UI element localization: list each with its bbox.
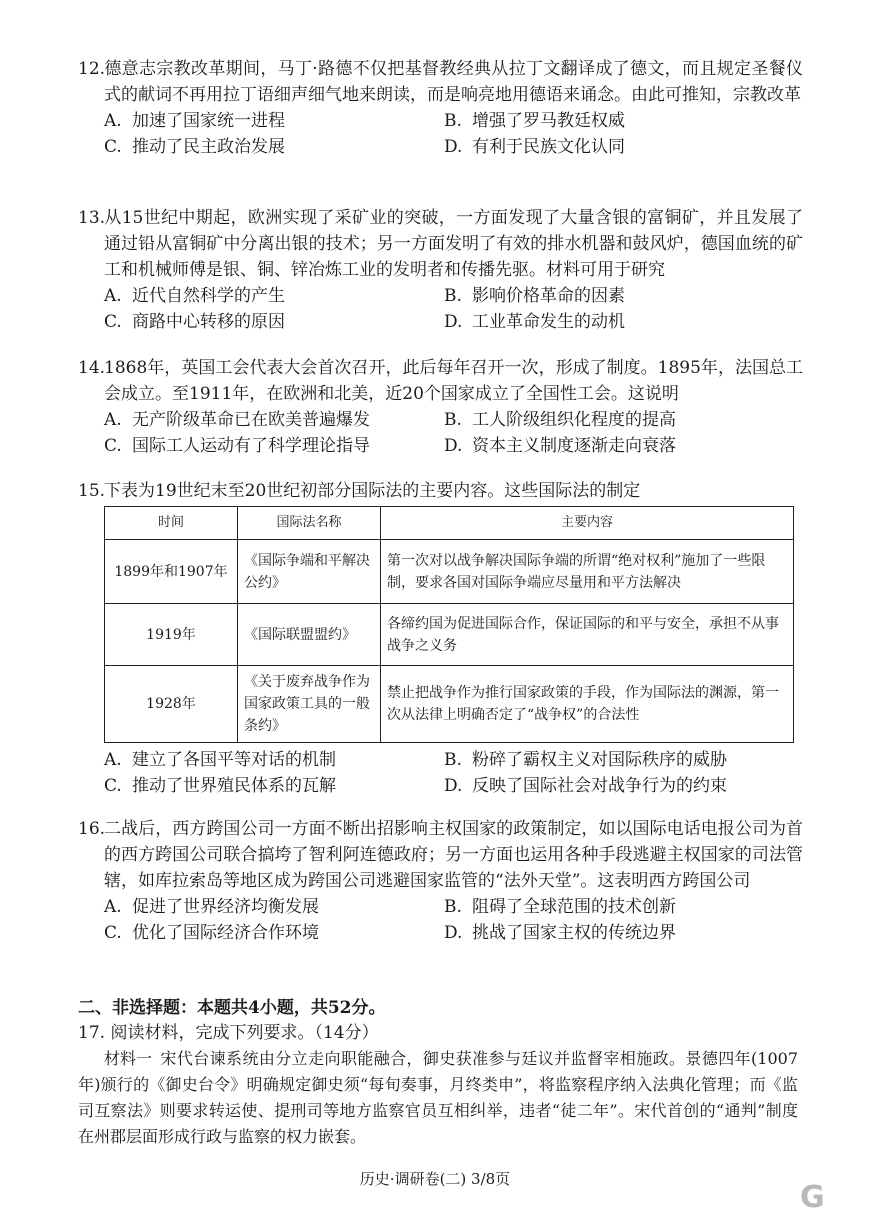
question-16 (78, 816, 803, 946)
option-a[interactable] (104, 894, 444, 920)
option-letter: B. (444, 410, 462, 430)
cell-time: 1919年 (105, 604, 238, 666)
cell-law-name: 《国际联盟盟约》 (238, 604, 381, 666)
option-text: 推动了世界殖民体系的瓦解 (132, 776, 336, 796)
option-letter: D. (444, 312, 463, 332)
option-d[interactable] (444, 433, 829, 459)
question-12 (78, 56, 803, 160)
option-text: 近代自然科学的产生 (132, 286, 285, 306)
option-letter: A. (104, 750, 122, 770)
option-text: 反映了国际社会对战争行为的约束 (472, 776, 727, 796)
option-letter: A. (104, 897, 122, 917)
option-text: 挑战了国家主权的传统边界 (472, 923, 676, 943)
options (104, 894, 803, 946)
question-number: 14. (78, 358, 106, 378)
question-15 (78, 478, 803, 799)
option-letter: C. (104, 923, 122, 943)
option-text: 影响价格革命的因素 (472, 286, 625, 306)
table-row (105, 604, 794, 666)
option-text: 无产阶级革命已在欧美普遍爆发 (132, 410, 370, 430)
option-letter: D. (444, 137, 463, 157)
g-logo-icon: G (800, 1180, 825, 1215)
option-a[interactable] (104, 407, 444, 433)
cell-content: 禁止把战争作为推行国家政策的手段，作为国际法的渊源，第一次从法律上明确否定了“战争权”的合法性 (381, 666, 794, 743)
option-text: 工人阶级组织化程度的提高 (472, 410, 676, 430)
table-header-row (105, 507, 794, 540)
option-text: 有利于民族文化认同 (472, 137, 625, 157)
question-stem: 从15世纪中期起，欧洲实现了采矿业的突破，一方面发现了大量含银的富铜矿，并且发展了通过铅从富铜矿中分离出银的技术；另一方面发明了有效的排水机器和鼓风炉，德国血统的矿工和机械师傅是银、铜、锌冶炼工业的发明者和传播先驱。材料可用于研究 (104, 208, 803, 280)
option-text: 加速了国家统一进程 (132, 111, 285, 131)
question-number: 12. (78, 59, 106, 79)
question-number: 15. (78, 481, 106, 501)
option-d[interactable] (444, 920, 829, 946)
option-letter: A. (104, 111, 122, 131)
option-letter: C. (104, 137, 122, 157)
option-letter: B. (444, 286, 462, 306)
material-text: 宋代台谏系统由分立走向职能融合，御史获准参与廷议并监督宰相施政。景德四年(1007年)颁行的《御史台令》明确规定御史须“每旬奏事，月终类申”，将监察程序纳入法典化管理；而《监司互察法》则要求转运使、提刑司等地方监察官员互相纠举，违者“徒二年”。宋代首创的“通判”制度在州郡层面形成行政与监察的权力嵌套。 (78, 1049, 798, 1146)
option-letter: B. (444, 111, 462, 131)
option-letter: A. (104, 286, 122, 306)
option-letter: B. (444, 897, 462, 917)
option-letter: C. (104, 312, 122, 332)
options (104, 407, 803, 459)
option-letter: C. (104, 776, 122, 796)
table-row (105, 666, 794, 743)
question-number: 13. (78, 208, 106, 228)
option-b[interactable] (444, 894, 829, 920)
question-number: 16. (78, 819, 106, 839)
option-text: 粉碎了霸权主义对国际秩序的威胁 (472, 750, 727, 770)
option-d[interactable] (444, 773, 829, 799)
option-a[interactable] (104, 747, 444, 773)
option-text: 商路中心转移的原因 (132, 312, 285, 332)
column-header-law-name: 国际法名称 (238, 507, 381, 540)
option-letter: A. (104, 410, 122, 430)
option-text: 优化了国际经济合作环境 (132, 923, 319, 943)
question-13 (78, 205, 803, 335)
question-stem: 下表为19世纪末至20世纪初部分国际法的主要内容。这些国际法的制定 (104, 481, 641, 501)
cell-law-name: 《国际争端和平解决公约》 (238, 540, 381, 604)
cell-time: 1899年和1907年 (105, 540, 238, 604)
option-c[interactable] (104, 433, 444, 459)
option-c[interactable] (104, 920, 444, 946)
option-text: 建立了各国平等对话的机制 (132, 750, 336, 770)
option-c[interactable] (104, 134, 444, 160)
cell-content: 各缔约国为促进国际合作，保证国际的和平与安全，承担不从事战争之义务 (381, 604, 794, 666)
question-stem: 德意志宗教改革期间，马丁·路德不仅把基督教经典从拉丁文翻译成了德文，而且规定圣餐仪式的献词不再用拉丁语细声细气地来朗读，而是响亮地用德语来诵念。由此可推知，宗教改革 (104, 59, 803, 105)
options (104, 108, 803, 160)
options (104, 283, 803, 335)
option-c[interactable] (104, 309, 444, 335)
option-d[interactable] (444, 134, 829, 160)
section-heading: 二、非选择题：本题共4小题，共52分。 (78, 998, 386, 1018)
column-header-time: 时间 (105, 507, 238, 540)
option-c[interactable] (104, 773, 444, 799)
option-b[interactable] (444, 747, 829, 773)
option-text: 推动了民主政治发展 (132, 137, 285, 157)
option-text: 阻碍了全球范围的技术创新 (472, 897, 676, 917)
question-stem: 二战后，西方跨国公司一方面不断出招影响主权国家的政策制定，如以国际电话电报公司为首的西方跨国公司联合搞垮了智利阿连德政府；另一方面也运用各种手段逃避主权国家的司法管辖，如库拉索岛等地区成为跨国公司逃避国家监管的“法外天堂”。这表明西方跨国公司 (104, 819, 803, 891)
option-text: 工业革命发生的动机 (472, 312, 625, 332)
table-row (105, 540, 794, 604)
material-label: 材料一 (104, 1049, 153, 1068)
option-text: 资本主义制度逐渐走向衰落 (472, 436, 676, 456)
option-b[interactable] (444, 407, 829, 433)
option-letter: B. (444, 750, 462, 770)
cell-content: 第一次对以战争解决国际争端的所谓“绝对权利”施加了一些限制，要求各国对国际争端应尽量用和平方法解决 (381, 540, 794, 604)
international-law-table (104, 506, 794, 743)
option-a[interactable] (104, 108, 444, 134)
option-text: 增强了罗马教廷权威 (472, 111, 625, 131)
option-b[interactable] (444, 283, 829, 309)
option-b[interactable] (444, 108, 829, 134)
option-a[interactable] (104, 283, 444, 309)
option-letter: D. (444, 776, 463, 796)
option-letter: D. (444, 923, 463, 943)
option-text: 促进了世界经济均衡发展 (132, 897, 319, 917)
option-d[interactable] (444, 309, 829, 335)
cell-law-name: 《关于废弃战争作为国家政策工具的一般条约》 (238, 666, 381, 743)
question-17-line: 17. 阅读材料，完成下列要求。（14分） (78, 1023, 379, 1043)
question-14 (78, 355, 803, 459)
option-letter: C. (104, 436, 122, 456)
options (104, 747, 803, 799)
option-letter: D. (444, 436, 463, 456)
question-stem: 1868年，英国工会代表大会首次召开，此后每年召开一次，形成了制度。1895年，法国总工会成立。至1911年，在欧洲和北美，近20个国家成立了全国性工会。这说明 (104, 358, 803, 404)
material-one (78, 1046, 798, 1150)
option-text: 国际工人运动有了科学理论指导 (132, 436, 370, 456)
page-footer: 历史·调研卷(二) 3/8页 (359, 1170, 511, 1188)
cell-time: 1928年 (105, 666, 238, 743)
column-header-content: 主要内容 (381, 507, 794, 540)
